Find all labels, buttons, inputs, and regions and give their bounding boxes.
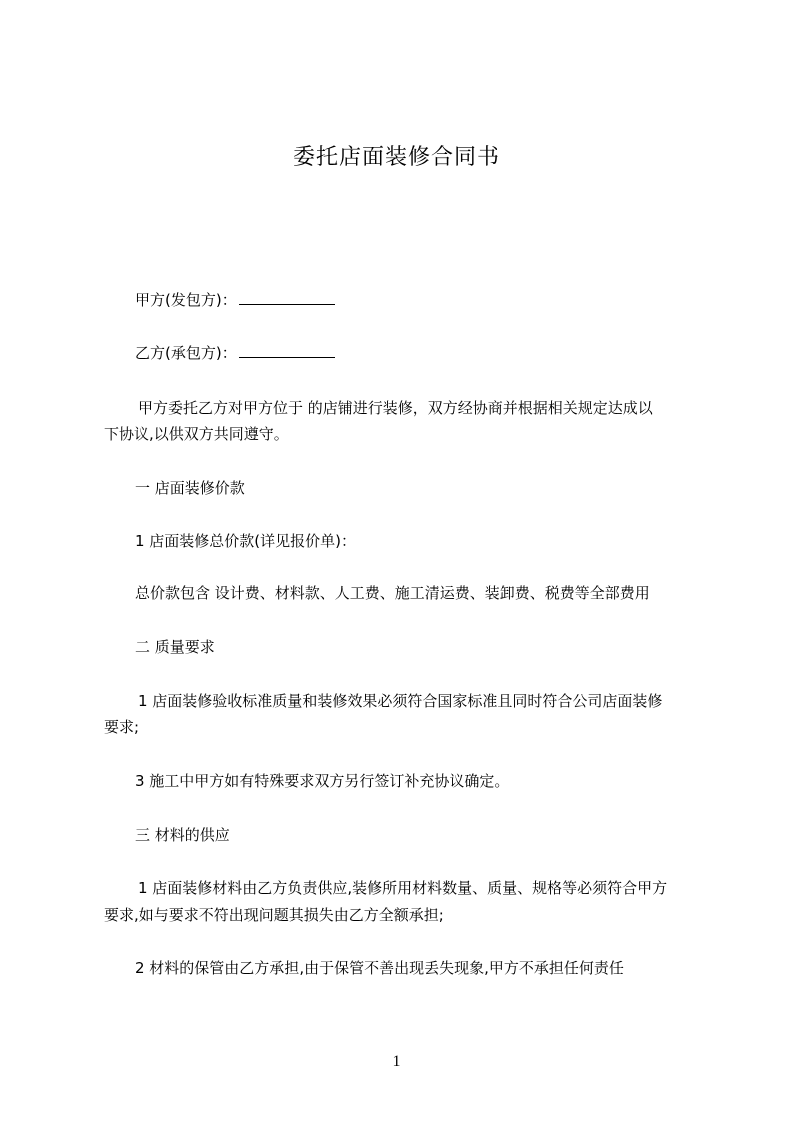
section-2-item-1-line-1: 1 店面装修验收标准质量和装修效果必须符合国家标准且同时符合公司店面装修 — [138, 692, 663, 710]
section-2-item-3: 3 施工中甲方如有特殊要求双方另行签订补充协议确定。 — [135, 772, 510, 790]
section-1-heading: 一 店面装修价款 — [135, 479, 245, 497]
party-a-label: 甲方(发包方)： — [135, 291, 237, 309]
section-3-heading: 三 材料的供应 — [135, 826, 230, 844]
section-3-item-1-line-1: 1 店面装修材料由乙方负责供应,装修所用材料数量、质量、规格等必须符合甲方 — [138, 879, 668, 897]
page-number: 1 — [392, 1053, 401, 1070]
section-2-heading: 二 质量要求 — [135, 638, 215, 656]
party-b-line — [104, 340, 735, 367]
section-3-item-1-line-2: 要求,如与要求不符出现问题其损失由乙方全额承担; — [104, 906, 444, 924]
party-a-line — [104, 287, 735, 314]
section-1-item-2: 总价款包含 设计费、材料款、人工费、施工清运费、装卸费、税费等全部费用 — [135, 584, 650, 602]
section-3-item-2: 2 材料的保管由乙方承担,由于保管不善出现丢失现象,甲方不承担任何责任 — [135, 959, 624, 977]
section-2-item-1-line-2: 要求; — [104, 718, 140, 736]
intro-line-2: 下协议,以供双方共同遵守。 — [104, 425, 289, 443]
section-1-item-1: 1 店面装修总价款(详见报价单)： — [135, 532, 357, 550]
intro-line-1: 甲方委托乙方对甲方位于 的店铺进行装修，双方经协商并根据相关规定达成以 — [138, 399, 653, 417]
party-b-label: 乙方(承包方)： — [135, 344, 237, 362]
party-a-blank — [239, 288, 335, 305]
document-title: 委托店面装修合同书 — [292, 145, 500, 170]
party-b-blank — [239, 341, 335, 358]
